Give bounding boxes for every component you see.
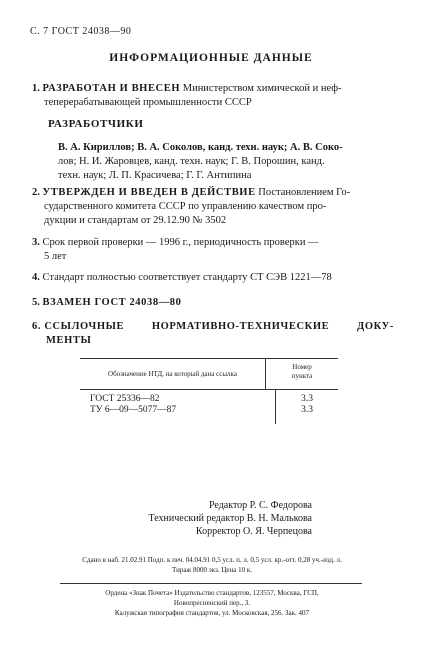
page-title: ИНФОРМАЦИОННЫЕ ДАННЫЕ bbox=[109, 52, 313, 64]
item-text: 5 лет bbox=[44, 251, 67, 262]
item-4 bbox=[32, 271, 394, 285]
imprint-line: Сдано в наб. 21.02.91 Подп. к печ. 04.04.91 0,5 усл. п. л. 0,5 усл. кр.-отт. 0,28 уч.-изд. л. bbox=[82, 556, 342, 564]
developers-line: В. А. Кириллов; В. А. Соколов, канд. техн. наук; А. В. Соко- bbox=[58, 142, 343, 153]
item-number: 4. bbox=[32, 272, 40, 283]
item-text: дукции и стандартам от 29.12.90 № 3502 bbox=[44, 215, 227, 226]
item-heading: УТВЕРЖДЕН И ВВЕДЕН В ДЕЙСТВИЕ bbox=[42, 187, 256, 198]
item-heading-word: ССЫЛОЧНЫЕ bbox=[44, 321, 125, 332]
item-heading-word: НОРМАТИВНО-ТЕХНИЧЕСКИЕ bbox=[151, 321, 330, 332]
printer-line: Калужская типография стандартов, ул. Московская, 256. Зак. 407 bbox=[114, 609, 310, 617]
table-cell-clause: 3.3 bbox=[301, 405, 313, 415]
item-text: Стандарт полностью соответствует стандарту СТ СЭВ 1221—78 bbox=[42, 272, 332, 283]
item-text: теперерабатывающей промышленности СССР bbox=[44, 97, 252, 108]
item-number: 2. bbox=[32, 187, 40, 198]
item-text: Министерством химической и неф- bbox=[182, 83, 342, 94]
references-table bbox=[80, 358, 338, 424]
item-2 bbox=[32, 186, 394, 228]
publisher-line: Ордена «Знак Почета» Издательство стандартов, 123557, Москва, ГСП, bbox=[105, 589, 319, 597]
item-3 bbox=[32, 236, 394, 264]
developers-line: лов; Н. И. Жаровцев, канд. техн. наук; Г. В. Порошин, канд. bbox=[58, 156, 325, 167]
tech-editor-line: Технический редактор В. Н. Малькова bbox=[148, 513, 312, 524]
imprint-rule bbox=[60, 583, 362, 584]
item-number: 5. bbox=[32, 297, 40, 308]
item-heading: ВЗАМЕН ГОСТ 24038—80 bbox=[42, 297, 182, 308]
item-heading-word: МЕНТЫ bbox=[46, 335, 92, 346]
developers-heading: РАЗРАБОТЧИКИ bbox=[48, 118, 144, 130]
table-cell-doc: ТУ 6—09—5077—87 bbox=[90, 405, 177, 415]
table-header-clause-line: пункта bbox=[291, 372, 313, 380]
proofreader-line: Корректор О. Я. Черпецова bbox=[195, 526, 312, 537]
item-number: 6. bbox=[32, 321, 42, 332]
item-1 bbox=[32, 82, 392, 110]
editors-block bbox=[52, 499, 312, 538]
developers-line: техн. наук; Л. П. Красичева; Г. Г. Антипина bbox=[58, 170, 252, 181]
table-header-clause bbox=[266, 359, 338, 389]
page-header: С. 7 ГОСТ 24038—90 bbox=[30, 26, 132, 37]
publisher-block bbox=[22, 588, 402, 618]
item-5 bbox=[32, 296, 394, 310]
table-col-doc bbox=[80, 390, 275, 424]
imprint-line: Тираж 8000 экз. Цена 10 к. bbox=[171, 566, 253, 574]
publisher-line: Новопресненский пер., 3. bbox=[173, 599, 251, 607]
table-header-clause-line: Номер bbox=[292, 363, 312, 371]
table-col-clause bbox=[276, 390, 338, 424]
item-heading-word: ДОКУ- bbox=[357, 321, 394, 332]
item-number: 3. bbox=[32, 237, 40, 248]
item-heading: РАЗРАБОТАН И ВНЕСЕН bbox=[42, 83, 181, 94]
item-number: 1. bbox=[32, 83, 40, 94]
editor-line: Редактор Р. С. Федорова bbox=[208, 500, 312, 511]
item-text: Постановлением Го- bbox=[258, 187, 351, 198]
table-header-doc: Обозначение НТД, на который дана ссылка bbox=[108, 369, 237, 378]
developers-list bbox=[58, 141, 396, 183]
item-6 bbox=[32, 320, 394, 348]
table-cell-clause: 3.3 bbox=[301, 394, 313, 404]
item-text: сударственного комитета СССР по управлению качеством про- bbox=[44, 201, 327, 212]
item-text: Срок первой проверки — 1996 г., периодичность проверки — bbox=[42, 237, 319, 248]
table-cell-doc: ГОСТ 25336—82 bbox=[90, 394, 160, 404]
imprint-block bbox=[22, 555, 402, 575]
